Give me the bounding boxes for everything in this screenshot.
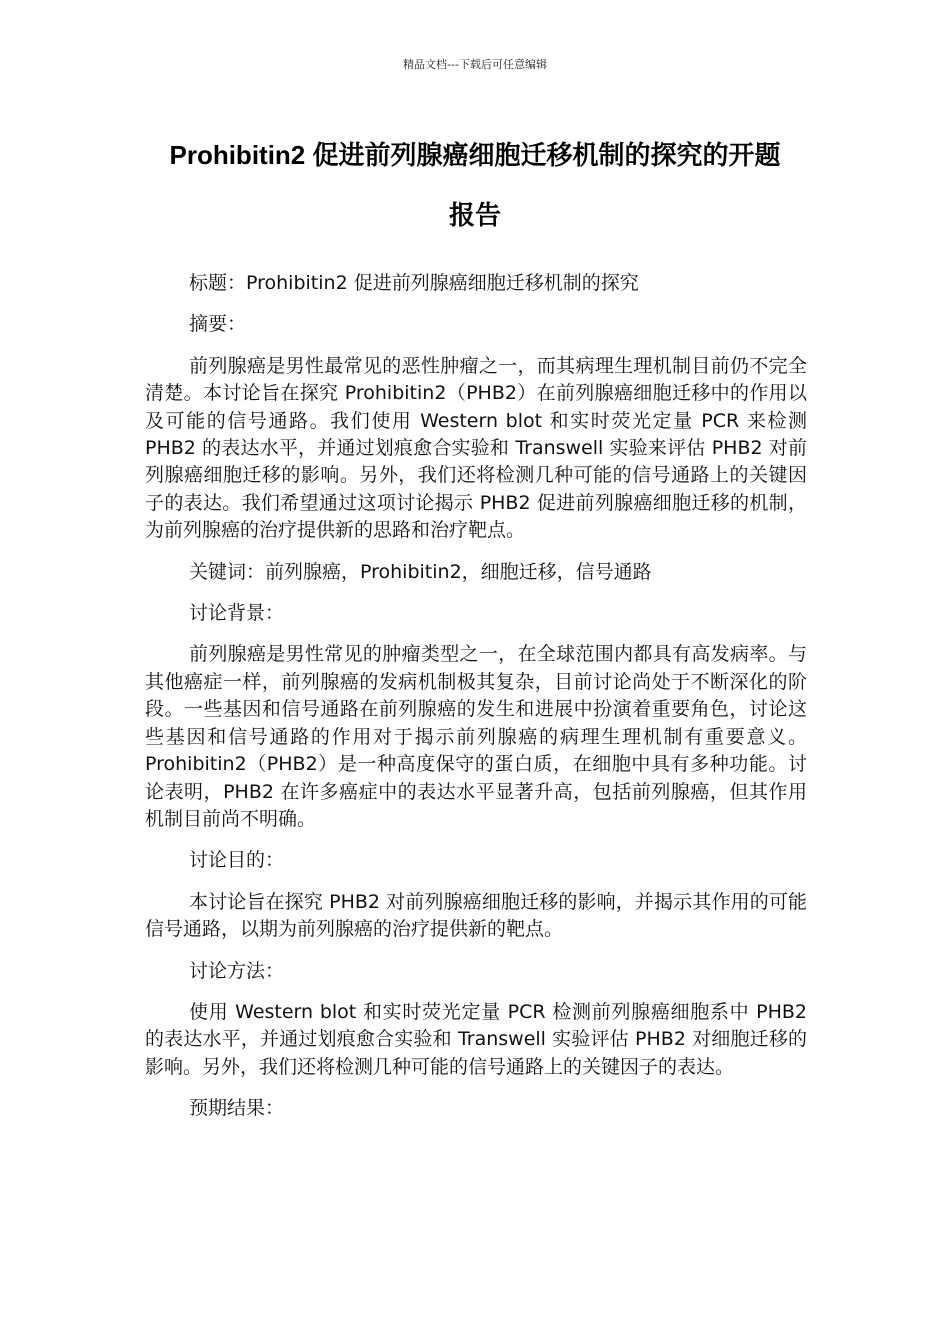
background-paragraph: 前列腺癌是男性常见的肿瘤类型之一，在全球范围内都具有高发病率。与其他癌症一样，前列腺癌的发病机制极其复杂，目前讨论尚处于不断深化的阶段。一些基因和信号通路在前列腺癌的发生和进展中扮演着重要角色，讨论这些基因和信号通路的作用对于揭示前列腺癌的病理生理机制有重要意义。Prohibitin2（PHB2）是一种高度保守的蛋白质，在细胞中具有多种功能。讨论表明，PHB2 在许多癌症中的表达水平显著升高，包括前列腺癌，但其作用机制目前尚不明确。 (145, 643, 807, 830)
document-title (130, 131, 820, 235)
background-heading: 讨论背景： (189, 602, 285, 625)
page-header: 精品文档---下载后可任意编辑 (403, 58, 547, 71)
purpose-paragraph: 本讨论旨在探究 PHB2 对前列腺癌细胞迁移的影响，并揭示其作用的可能信号通路，以期为前列腺癌的治疗提供新的靶点。 (145, 890, 807, 941)
purpose-heading: 讨论目的： (189, 849, 285, 872)
document-body (145, 270, 807, 1137)
expected-results-heading: 预期结果： (189, 1097, 285, 1120)
methods-paragraph: 使用 Western blot 和实时荧光定量 PCR 检测前列腺癌细胞系中 PHB2 的表达水平，并通过划痕愈合实验和 Transwell 实验评估 PHB2 对细胞迁移的影响。另外，我们还将检测几种可能的信号通路上的关键因子的表达。 (145, 1000, 807, 1078)
document-title-line-1: Prohibitin2 促进前列腺癌细胞迁移机制的探究的开题 (169, 140, 781, 170)
abstract-heading: 摘要： (189, 313, 247, 336)
document-title-line-2: 报告 (448, 200, 501, 230)
keywords-line: 关键词：前列腺癌，Prohibitin2，细胞迁移，信号通路 (189, 560, 652, 583)
subtitle-line: 标题：Prohibitin2 促进前列腺癌细胞迁移机制的探究 (189, 272, 639, 294)
methods-heading: 讨论方法： (189, 959, 285, 982)
abstract-paragraph: 前列腺癌是男性最常见的恶性肿瘤之一，而其病理生理机制目前仍不完全清楚。本讨论旨在探究 Prohibitin2（PHB2）在前列腺癌细胞迁移中的作用以及可能的信号通路。我们使用 Western blot 和实时荧光定量 PCR 来检测 PHB2 的表达水平，并通过划痕愈合实验和 Transwell 实验来评估 PHB2 对前列腺癌细胞迁移的影响。另外，我们还将检测几种可能的信号通路上的关键因子的表达。我们希望通过这项讨论揭示 PHB2 促进前列腺癌细胞迁移的机制，为前列腺癌的治疗提供新的思路和治疗靶点。 (145, 354, 807, 542)
